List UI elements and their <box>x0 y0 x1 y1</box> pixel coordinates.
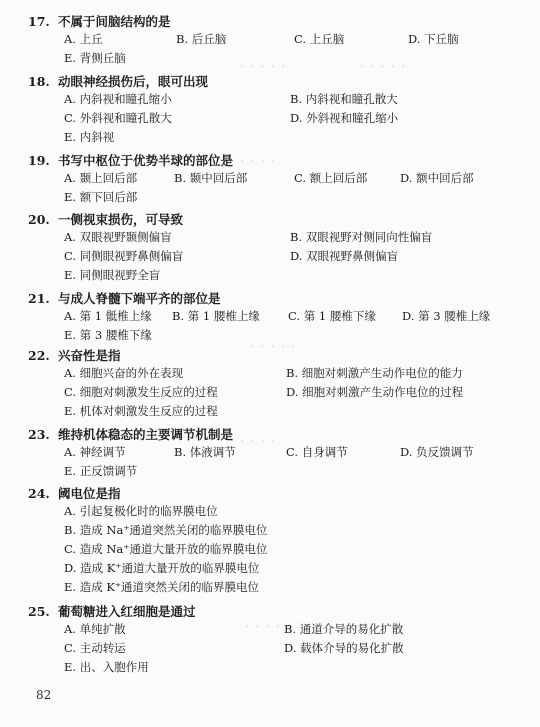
option-e: E. 同侧眼视野全盲 <box>64 268 161 282</box>
option-b: B. 颞中回后部 <box>174 171 248 185</box>
option-c: C. 自身调节 <box>286 445 348 459</box>
question-stem: 维持机体稳态的主要调节机制是 <box>58 427 234 442</box>
question-22 <box>28 348 530 421</box>
watermark: · · · · · <box>250 340 297 355</box>
question-number: 25. <box>28 604 50 619</box>
option-a: A. 第 1 骶椎上缘 <box>64 309 152 323</box>
option-c: C. 主动转运 <box>64 641 126 655</box>
question-17 <box>28 14 530 68</box>
option-d: D. 载体介导的易化扩散 <box>284 641 404 655</box>
question-18 <box>28 74 530 147</box>
option-b: B. 第 1 腰椎上缘 <box>172 309 260 323</box>
option-b: B. 造成 Na⁺通道突然关闭的临界膜电位 <box>64 523 268 537</box>
option-c: C. 细胞对刺激发生反应的过程 <box>64 385 218 399</box>
option-a: A. 神经调节 <box>64 445 126 459</box>
watermark: · · · · · <box>230 435 277 450</box>
question-number: 19. <box>28 153 50 168</box>
option-d: D. 第 3 腰椎上缘 <box>402 309 491 323</box>
question-stem: 兴奋性是指 <box>58 348 121 363</box>
watermark: · · · · · <box>245 620 292 635</box>
question-21 <box>28 291 530 345</box>
option-a: A. 上丘 <box>64 32 103 46</box>
option-a: A. 引起复极化时的临界膜电位 <box>64 504 218 518</box>
option-a: A. 内斜视和瞳孔缩小 <box>64 92 172 106</box>
option-e: E. 机体对刺激发生反应的过程 <box>64 404 218 418</box>
option-c: C. 上丘脑 <box>294 32 345 46</box>
option-e: E. 内斜视 <box>64 130 115 144</box>
question-stem: 葡萄糖进入红细胞是通过 <box>58 604 196 619</box>
question-stem: 动眼神经损伤后，眼可出现 <box>58 74 209 89</box>
question-25 <box>28 604 530 677</box>
option-c: C. 第 1 腰椎下缘 <box>288 309 376 323</box>
question-24 <box>28 486 530 597</box>
question-stem: 与成人脊髓下端平齐的部位是 <box>58 291 221 306</box>
question-stem: 阈电位是指 <box>58 486 121 501</box>
option-b: B. 后丘脑 <box>176 32 227 46</box>
option-a: A. 颞上回后部 <box>64 171 138 185</box>
question-stem: 不属于间脑结构的是 <box>58 14 171 29</box>
watermark: · · · · · <box>360 60 407 75</box>
option-d: D. 额中回后部 <box>400 171 474 185</box>
option-d: D. 双眼视野鼻侧偏盲 <box>290 249 399 263</box>
question-stem: 书写中枢位于优势半球的部位是 <box>58 153 234 168</box>
option-e: E. 额下回后部 <box>64 190 138 204</box>
watermark: · · · · · <box>230 155 277 170</box>
option-d: D. 细胞对刺激产生动作电位的过程 <box>286 385 464 399</box>
option-e: E. 出、入胞作用 <box>64 660 149 674</box>
question-number: 23. <box>28 427 50 442</box>
option-e: E. 第 3 腰椎下缘 <box>64 328 152 342</box>
question-stem: 一侧视束损伤，可导致 <box>58 212 184 227</box>
question-20 <box>28 212 530 285</box>
option-e: E. 背侧丘脑 <box>64 51 126 65</box>
option-e: E. 造成 K⁺通道突然关闭的临界膜电位 <box>64 580 260 594</box>
page-number: 82 <box>36 688 52 702</box>
watermark: · · · · · <box>240 60 287 75</box>
option-a: A. 细胞兴奋的外在表现 <box>64 366 184 380</box>
option-c: C. 外斜视和瞳孔散大 <box>64 111 172 125</box>
question-number: 18. <box>28 74 50 89</box>
option-c: C. 同侧眼视野鼻侧偏盲 <box>64 249 184 263</box>
option-d: D. 负反馈调节 <box>400 445 474 459</box>
option-b: B. 内斜视和瞳孔散大 <box>290 92 398 106</box>
option-b: B. 细胞对刺激产生动作电位的能力 <box>286 366 463 380</box>
question-number: 17. <box>28 14 50 29</box>
option-e: E. 正反馈调节 <box>64 464 138 478</box>
question-number: 22. <box>28 348 50 363</box>
option-d: D. 外斜视和瞳孔缩小 <box>290 111 399 125</box>
option-a: A. 双眼视野颞侧偏盲 <box>64 230 172 244</box>
option-c: C. 额上回后部 <box>294 171 368 185</box>
question-19 <box>28 153 530 207</box>
option-b: B. 双眼视野对侧同向性偏盲 <box>290 230 433 244</box>
option-d: D. 造成 K⁺通道大量开放的临界膜电位 <box>64 561 260 575</box>
option-d: D. 下丘脑 <box>408 32 459 46</box>
option-b: B. 体液调节 <box>174 445 236 459</box>
question-number: 21. <box>28 291 50 306</box>
question-23 <box>28 427 530 481</box>
option-c: C. 造成 Na⁺通道大量开放的临界膜电位 <box>64 542 268 556</box>
question-number: 20. <box>28 212 50 227</box>
option-a: A. 单纯扩散 <box>64 622 126 636</box>
option-b: B. 通道介导的易化扩散 <box>284 622 404 636</box>
question-number: 24. <box>28 486 50 501</box>
